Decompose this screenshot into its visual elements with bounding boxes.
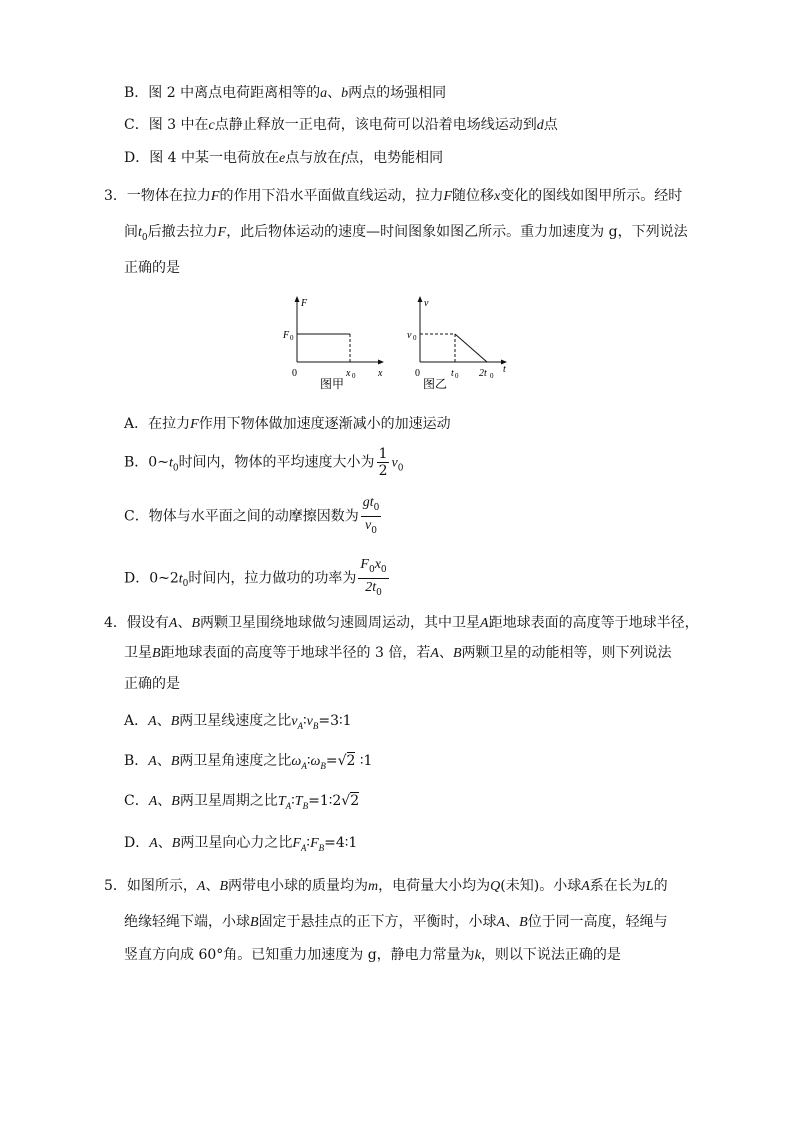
fig1-y-label: F: [301, 298, 308, 309]
fig1-x-mark: x: [346, 368, 351, 379]
sqrt-symbol: √: [341, 793, 351, 809]
fig1-caption: 图甲: [320, 377, 345, 391]
q3-stem-line3: 正确的是: [124, 260, 180, 276]
fig2-origin: 0: [415, 368, 420, 379]
q3-c-fraction: $\frac{gt_0}{v_0}$: [362, 495, 380, 536]
q3-option-d: D．$0\sim 2t_0$时间内，拉力做功的功率为 $\frac{F_0x_0}{2t_0}$: [124, 556, 391, 601]
q3-option-c: C．物体与水平面之间的动摩擦因数为 $\frac{gt_0}{v_0}$: [124, 494, 383, 539]
fig1-y-level: F: [283, 330, 290, 341]
q2-option-c: C．图 3 中在c点静止释放一正电荷，该电荷可以沿着电场线运动到d点: [124, 117, 558, 133]
q4-stem-line3: 正确的是: [124, 676, 180, 692]
fig2-t1-sub: 0: [455, 372, 459, 380]
q3-b-fraction: $\frac{1}{2}$: [378, 446, 388, 479]
fig1-x-mark-sub: 0: [352, 372, 356, 380]
q4-option-d: D．A、B两卫星向心力之比$F_A∶F_B=4∶1$: [124, 835, 358, 853]
fig2-y-level-sub: 0: [413, 334, 417, 342]
fig2-t1: t: [451, 368, 454, 379]
q5-stem-line1: 5．如图所示，A、B两带电小球的质量均为m，电荷量大小均为Q(未知)。小球A系在长为L的: [104, 878, 668, 894]
fig2-y-label: v: [424, 298, 429, 309]
q3-stem-line1: 3．一物体在拉力F的作用下沿水平面做直线运动，拉力F随位移x变化的图线如图甲所示。经时: [104, 188, 683, 204]
fig2-t2-sub: 0: [490, 372, 494, 380]
q2-option-b: B．图 2 中离点电荷距离相等的a、b两点的场强相同: [124, 85, 447, 101]
fig1-y-level-sub: 0: [290, 334, 294, 342]
fig2-y-level: v: [407, 330, 412, 341]
fig2-caption: 图乙: [423, 377, 448, 391]
q3-option-a: A．在拉力F作用下物体做加速度逐渐减小的加速运动: [124, 416, 451, 432]
fig2-x-axis: t: [503, 364, 506, 375]
fig2-t2: 2t: [479, 368, 487, 379]
q2-option-d: D．图 4 中某一电荷放在e点与放在f点，电势能相同: [124, 150, 444, 166]
sqrt-symbol: √: [337, 753, 347, 769]
q3-stem-line2: 间$t_0$后撤去拉力F，此后物体运动的速度—时间图象如图乙所示。重力加速度为 g，下列说法: [124, 224, 688, 243]
q3-d-fraction: $\frac{F_0x_0}{2t_0}$: [360, 557, 387, 598]
q4-option-c: C．A、B两卫星周期之比$T_A∶T_B=1∶2√2$: [124, 793, 360, 811]
q4-stem-line2: 卫星B距地球表面的高度等于地球半径的 3 倍，若A、B两颗卫星的动能相等，则下列说法: [124, 645, 672, 661]
figure-yi: [403, 292, 518, 392]
q4-option-a: A．A、B两卫星线速度之比$v_A∶v_B=3∶1$: [124, 713, 352, 731]
fig1-x-axis: x: [378, 368, 383, 379]
q3-option-b: B．$0\sim t_0$时间内，物体的平均速度大小为 $\frac{1}{2}$ $v_0$: [124, 446, 404, 479]
q5-stem-line2: 绝缘轻绳下端，小球B固定于悬挂点的正下方，平衡时，小球A、B位于同一高度，轻绳与: [124, 914, 668, 930]
figure-jia: [280, 292, 395, 392]
q5-stem-line3: 竖直方向成 60°角。已知重力加速度为 g，静电力常量为k，则以下说法正确的是: [124, 947, 621, 963]
fig1-origin: 0: [292, 368, 297, 379]
q4-stem-line1: 4．假设有A、B两颗卫星围绕地球做匀速圆周运动，其中卫星A距地球表面的高度等于地球半径，: [104, 615, 699, 631]
q4-option-b: B．A、B两卫星角速度之比$\omega_A∶\omega_B=√2$ ∶1: [124, 753, 373, 771]
